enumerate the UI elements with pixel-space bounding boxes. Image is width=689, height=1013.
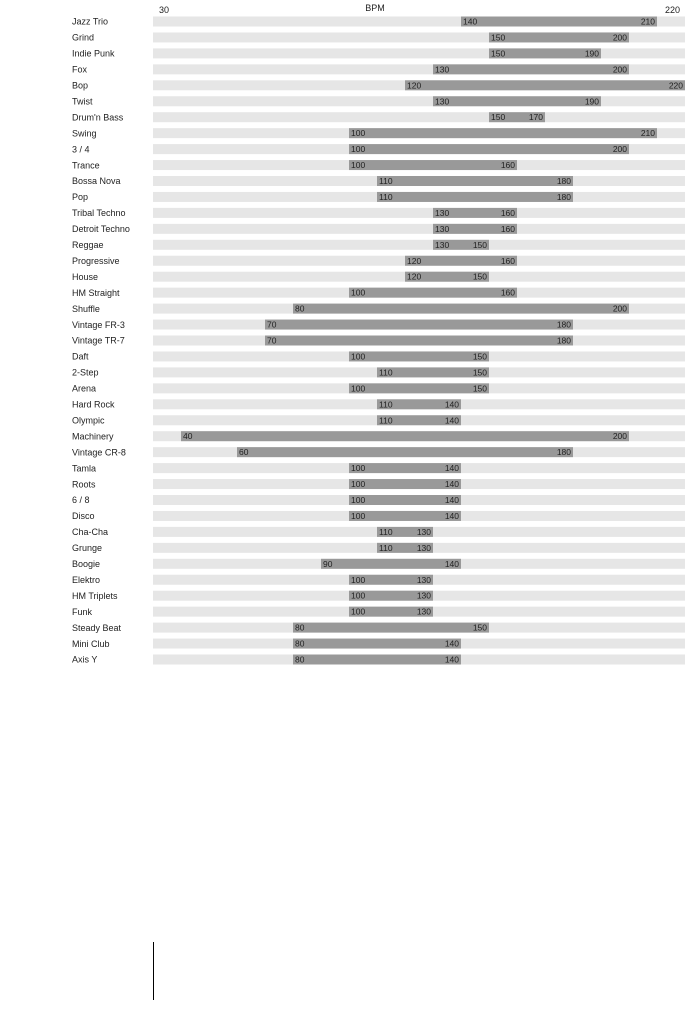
bpm-min-label: 120: [407, 271, 422, 282]
bpm-max-label: 130: [416, 606, 431, 617]
bpm-range-bar: [265, 320, 573, 330]
style-label: Bop: [72, 80, 89, 91]
bpm-min-label: 100: [351, 351, 366, 362]
bpm-max-label: 140: [444, 463, 459, 474]
style-label: 6 / 8: [72, 495, 90, 506]
bpm-max-label: 180: [556, 176, 571, 186]
bpm-max-label: 150: [472, 622, 487, 633]
bpm-min-label: 110: [379, 191, 393, 202]
bpm-range-bar: [461, 17, 657, 27]
style-label: 3 / 4: [72, 144, 90, 155]
bpm-min-label: 150: [491, 112, 506, 123]
style-label: Arena: [72, 383, 97, 394]
bpm-min-label: 130: [435, 207, 450, 218]
bpm-range-bar: [181, 431, 629, 441]
style-label: Olympic: [72, 415, 105, 426]
bpm-range-bar: [349, 144, 629, 154]
style-label: Fox: [72, 64, 88, 75]
style-label: Indie Punk: [72, 48, 115, 59]
bpm-min-label: 80: [295, 303, 305, 314]
style-label: Jazz Trio: [72, 16, 109, 27]
bpm-max-label: 140: [444, 415, 459, 426]
style-label: 2-Step: [72, 367, 99, 378]
bpm-min-label: 100: [351, 590, 366, 601]
style-label: Funk: [72, 606, 93, 617]
page-divider-line: [153, 942, 154, 1000]
bpm-min-label: 130: [435, 223, 450, 234]
bpm-max-label: 180: [556, 191, 571, 202]
style-label: House: [72, 271, 99, 282]
bpm-range-bar: [489, 32, 629, 42]
bpm-range-bar: [433, 96, 601, 106]
style-label: Cha-Cha: [72, 527, 109, 538]
bpm-min-label: 100: [351, 495, 366, 505]
style-label: Pop: [72, 192, 89, 203]
style-label: HM Triplets: [72, 590, 118, 601]
bpm-min-label: 80: [295, 654, 305, 665]
bpm-min-label: 130: [435, 239, 450, 250]
bpm-min-label: 100: [351, 606, 366, 617]
bpm-min-label: 100: [351, 479, 366, 490]
axis-title: BPM: [365, 3, 385, 13]
bpm-min-label: 100: [351, 144, 366, 155]
bpm-track: [153, 112, 685, 122]
bpm-max-label: 210: [640, 16, 655, 27]
style-label: Tribal Techno: [72, 208, 126, 219]
bpm-min-label: 120: [407, 255, 422, 266]
bpm-max-label: 140: [444, 399, 459, 410]
bpm-min-label: 100: [351, 574, 366, 585]
bpm-max-label: 190: [584, 48, 599, 59]
bpm-range-bar: [405, 80, 685, 90]
bpm-min-label: 120: [407, 80, 422, 91]
bpm-max-label: 140: [444, 654, 459, 665]
bpm-range-bar: [293, 304, 629, 314]
bpm-max-label: 140: [444, 479, 459, 490]
bpm-max-label: 190: [584, 96, 599, 107]
style-label: Vintage CR-8: [72, 447, 126, 458]
style-label: Mini Club: [72, 638, 110, 649]
bpm-min-label: 100: [351, 128, 366, 139]
bpm-max-label: 160: [500, 223, 515, 234]
bpm-range-bar: [293, 655, 461, 665]
bpm-min-label: 110: [379, 526, 393, 537]
bpm-max-label: 150: [472, 383, 487, 394]
style-label: Disco: [72, 511, 95, 522]
bpm-max-label: 200: [612, 144, 627, 155]
bpm-max-label: 180: [556, 319, 571, 330]
bpm-max-label: 200: [612, 431, 627, 442]
bpm-max-label: 140: [444, 510, 459, 521]
chart-rows: [72, 17, 685, 665]
bpm-range-bar: [293, 639, 461, 649]
style-label: Boogie: [72, 559, 101, 569]
bpm-max-label: 170: [528, 112, 543, 123]
style-label: Bossa Nova: [72, 176, 121, 187]
style-label: Drum'n Bass: [72, 112, 124, 123]
bpm-range-bar: [321, 559, 461, 569]
bpm-min-label: 130: [435, 64, 450, 75]
bpm-max-label: 200: [612, 64, 627, 75]
bpm-max-label: 140: [444, 638, 459, 649]
style-label: Grunge: [72, 543, 103, 554]
style-label: Tamla: [72, 463, 97, 474]
bpm-max-label: 160: [500, 207, 515, 218]
style-label: Detroit Techno: [72, 224, 130, 235]
bpm-max-label: 160: [500, 160, 515, 171]
style-label: Vintage TR-7: [72, 335, 125, 346]
axis-max-label: 220: [664, 5, 680, 15]
bpm-min-label: 80: [295, 638, 305, 649]
bpm-min-label: 110: [379, 415, 393, 426]
bpm-range-bar: [349, 383, 489, 393]
bpm-max-label: 200: [612, 303, 627, 314]
bpm-range-bar: [377, 192, 573, 202]
bpm-min-label: 60: [239, 447, 249, 458]
bpm-max-label: 200: [612, 32, 627, 43]
bpm-min-label: 90: [323, 558, 333, 569]
bpm-min-label: 110: [379, 399, 393, 410]
bpm-min-label: 100: [351, 463, 366, 474]
style-label: Roots: [72, 479, 96, 490]
bpm-max-label: 130: [416, 542, 431, 553]
bpm-max-label: 150: [472, 351, 487, 362]
bpm-min-label: 100: [351, 510, 366, 521]
bpm-min-label: 110: [379, 367, 393, 378]
bpm-max-label: 180: [556, 447, 571, 458]
bpm-track: [153, 224, 685, 234]
style-label: Axis Y: [72, 654, 98, 665]
bpm-track: [153, 96, 685, 106]
bpm-max-label: 130: [416, 526, 431, 537]
bpm-min-label: 100: [351, 383, 366, 394]
style-label: Hard Rock: [72, 399, 115, 410]
style-label: Swing: [72, 128, 97, 139]
style-label: Steady Beat: [72, 622, 122, 633]
bpm-min-label: 130: [435, 96, 450, 107]
style-label: Daft: [72, 351, 89, 362]
style-label: Twist: [72, 96, 93, 107]
bpm-min-label: 80: [295, 622, 305, 633]
style-label: Grind: [72, 32, 95, 43]
bpm-max-label: 150: [472, 239, 487, 250]
bpm-max-label: 180: [556, 335, 571, 346]
style-label: Vintage FR-3: [72, 319, 125, 330]
bpm-min-label: 110: [379, 542, 393, 553]
bpm-min-label: 140: [463, 16, 478, 27]
bpm-min-label: 110: [379, 176, 393, 186]
bpm-range-bar: [349, 160, 517, 170]
bpm-min-label: 100: [351, 160, 366, 171]
bpm-min-label: 40: [183, 431, 193, 442]
style-label: Trance: [72, 160, 100, 171]
bpm-min-label: 70: [267, 319, 277, 330]
bpm-max-label: 130: [416, 590, 431, 601]
bpm-max-label: 130: [416, 574, 431, 585]
bpm-max-label: 210: [640, 128, 655, 139]
bpm-range-bar: [433, 64, 629, 74]
bpm-range-bar: [237, 447, 573, 457]
bpm-range-bar: [293, 623, 489, 633]
bpm-max-label: 150: [472, 367, 487, 378]
bpm-track: [153, 240, 685, 250]
bpm-max-label: 160: [500, 255, 515, 266]
bpm-min-label: 150: [491, 32, 506, 43]
bpm-max-label: 140: [444, 558, 459, 569]
bpm-max-label: 160: [500, 287, 515, 298]
bpm-track: [153, 208, 685, 218]
bpm-min-label: 100: [351, 287, 366, 298]
bpm-range-bar: [349, 351, 489, 361]
bpm-range-bar: [265, 336, 573, 346]
bpm-range-bar: [349, 128, 657, 138]
style-label: Shuffle: [72, 303, 100, 314]
style-label: Machinery: [72, 431, 114, 442]
bpm-range-bar: [349, 288, 517, 298]
style-label: Progressive: [72, 255, 120, 266]
style-label: Reggae: [72, 240, 104, 250]
bpm-min-label: 70: [267, 335, 277, 346]
style-label: HM Straight: [72, 287, 120, 298]
style-label: Elektro: [72, 574, 101, 585]
bpm-max-label: 220: [668, 80, 683, 91]
bpm-max-label: 150: [472, 271, 487, 282]
bpm-track: [153, 48, 685, 58]
bpm-max-label: 140: [444, 495, 459, 505]
bpm-min-label: 150: [491, 48, 506, 59]
bpm-range-bar: [377, 176, 573, 186]
axis-min-label: 30: [159, 5, 170, 15]
